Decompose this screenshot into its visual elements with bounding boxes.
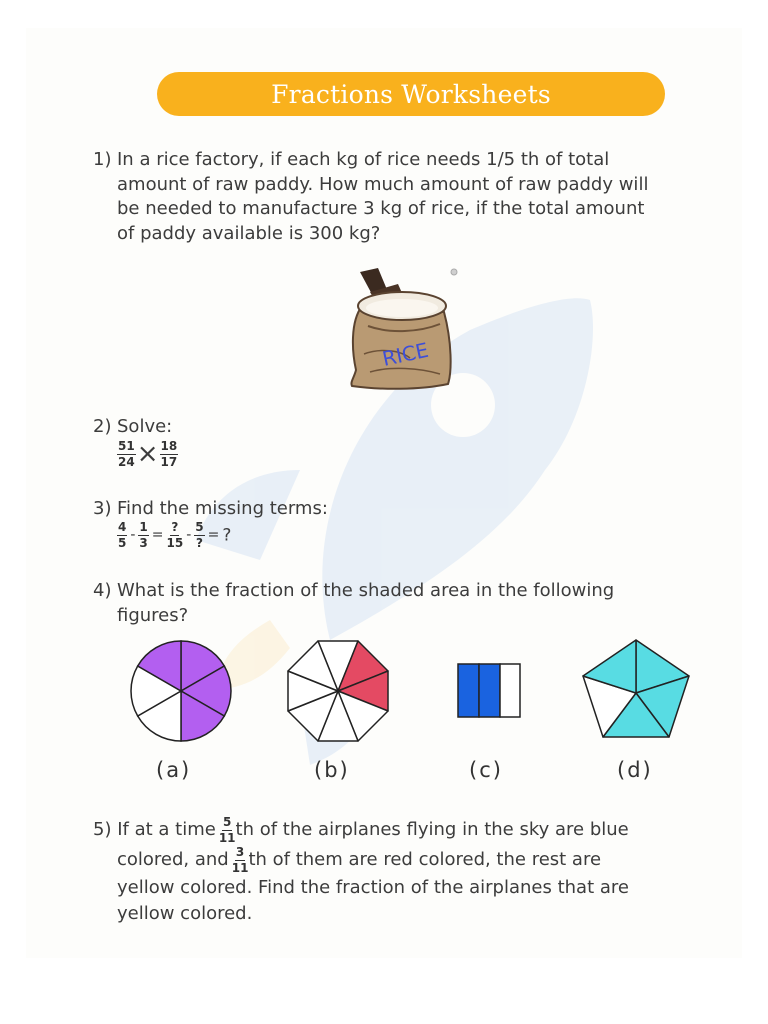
question-1-text — [117, 148, 717, 246]
minus-sign: - — [130, 527, 136, 544]
question-4-line: figures? — [117, 604, 189, 626]
question-4-number: 4) — [93, 580, 112, 601]
title-banner — [157, 72, 665, 116]
question-5-fragment: If at a time — [117, 819, 216, 840]
rice-label: RICE — [380, 337, 431, 371]
figure-b-label: (b) — [314, 758, 350, 782]
fraction: $\frac{5}{?}$ — [195, 520, 204, 550]
equals-sign: = — [207, 527, 220, 544]
question-5-line: yellow colored. Find the fraction of the airplanes that are — [117, 877, 629, 898]
multiply-sign: × — [136, 439, 159, 470]
question-1-line: be needed to manufacture 3 kg of rice, if the total amount — [117, 198, 645, 219]
minus-sign: - — [186, 527, 192, 544]
fraction: $\frac{5}{11}$ — [218, 814, 236, 845]
question-2-text: Solve: — [117, 416, 173, 437]
figure-b-octagon — [280, 636, 396, 746]
rice-sack-image — [340, 262, 465, 392]
fraction: $\frac{18}{17}$ — [160, 439, 178, 469]
question-3-number: 3) — [93, 498, 112, 519]
result-placeholder: ? — [222, 525, 232, 546]
fraction: $\frac{4}{5}$ — [118, 520, 127, 550]
question-5-text — [93, 815, 733, 927]
question-2-expression — [117, 440, 178, 469]
figure-a-circle — [126, 636, 236, 746]
fraction: $\frac{1}{3}$ — [139, 520, 148, 550]
fraction: $\frac{51}{24}$ — [118, 439, 135, 469]
question-3-text: Find the missing terms: — [117, 498, 328, 519]
question-1-line: amount of raw paddy. How much amount of raw paddy will — [117, 173, 649, 195]
question-5-fragment: colored, and — [117, 849, 229, 870]
question-5-fragment: th of them are red colored, the rest are — [248, 849, 602, 870]
question-3-expression — [117, 521, 231, 550]
figure-c-label: (c) — [469, 758, 503, 782]
figure-d-pentagon — [578, 636, 694, 742]
question-1-line: In a rice factory, if each kg of rice needs 1/5 th of total — [117, 149, 610, 170]
figure-d-label: (d) — [617, 758, 653, 782]
question-2-number: 2) — [93, 416, 112, 437]
image-handle-dot — [450, 268, 460, 278]
question-4-line: What is the fraction of the shaded area in the following — [117, 580, 615, 601]
question-5-line — [93, 815, 733, 845]
question-1-number: 1) — [93, 149, 112, 170]
question-5-number: 5) — [93, 819, 112, 840]
question-1-line: of paddy available is 300 kg? — [117, 222, 381, 244]
figure-c-rectangle — [455, 661, 523, 721]
fraction: $\frac{?}{15}$ — [166, 520, 184, 550]
question-5-line — [93, 845, 733, 875]
page-title: Fractions Worksheets — [271, 79, 551, 109]
figure-a-label: (a) — [156, 758, 192, 782]
question-5-line: yellow colored. — [117, 903, 253, 924]
equals-sign: = — [151, 527, 164, 544]
question-5-fragment: th of the airplanes flying in the sky are blue — [235, 819, 629, 840]
question-4-text — [117, 579, 717, 628]
fraction: $\frac{3}{11}$ — [231, 844, 249, 875]
